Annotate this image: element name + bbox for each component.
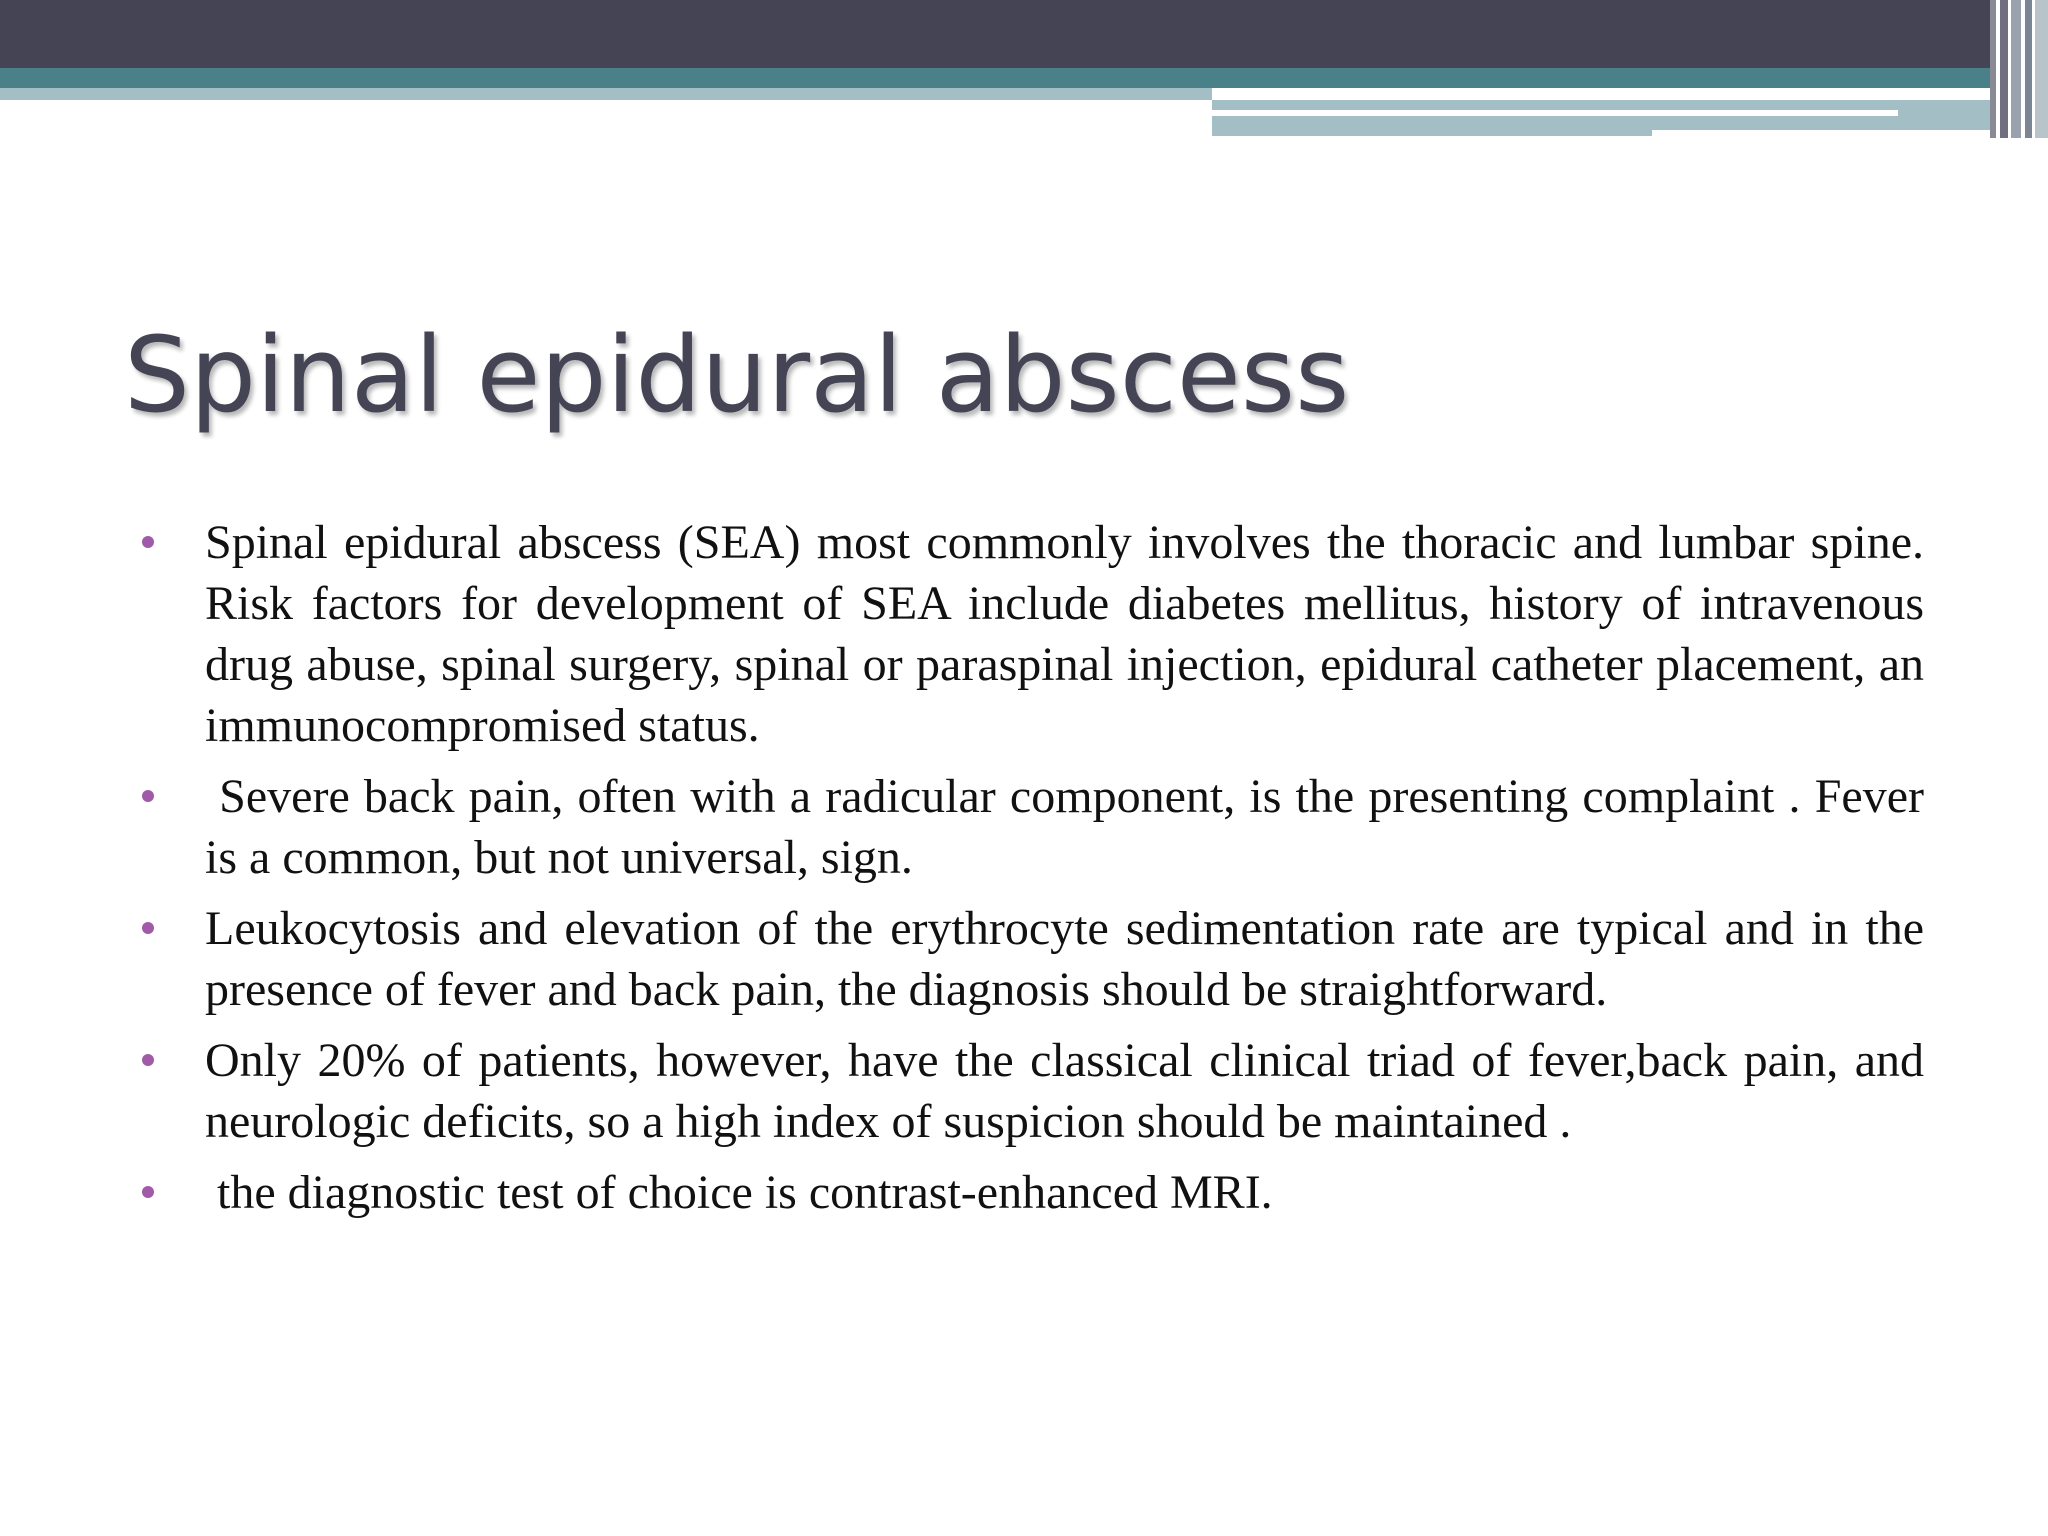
bullet-text: Leukocytosis and elevation of the erythrocyte sedimentation rate are typical and in the presence of fever and back pain, the diagnosis should be straightforward.: [205, 902, 1924, 1016]
header-band-light-left: [0, 88, 1212, 100]
bullet-dot-icon: [142, 790, 154, 802]
list-item: [142, 1162, 1924, 1223]
list-item: [142, 898, 1924, 1020]
bullet-dot-icon: [142, 1186, 154, 1198]
header-divider-step: [1652, 130, 2012, 138]
bullet-text: Only 20% of patients, however, have the classical clinical triad of fever,back pain, and neurologic deficits, so a high index of suspicion should be maintained .: [205, 1034, 1924, 1148]
header-divider-line: [1212, 110, 1898, 116]
bullet-dot-icon: [142, 1054, 154, 1066]
bullet-list: [142, 512, 1924, 1233]
header-edge-stripes: [1990, 0, 2048, 138]
slide-title: Spinal epidural abscess: [124, 314, 1350, 436]
bullet-dot-icon: [142, 536, 154, 548]
list-item: [142, 1030, 1924, 1152]
bullet-text: Spinal epidural abscess (SEA) most commonly involves the thoracic and lumbar spine. Risk factors for development of SEA include diabetes mellitus, history of intravenous drug abuse, spinal surgery, spinal or paraspinal injection, epidural catheter placement, an immunocompromised status.: [205, 516, 1924, 752]
bullet-text: Severe back pain, often with a radicular component, is the presenting complaint . Fever is a common, but not universal, sign.: [205, 770, 1924, 884]
header-band-teal: [0, 68, 2048, 88]
header-band-dark: [0, 0, 2048, 68]
list-item: [142, 512, 1924, 756]
bullet-text: the diagnostic test of choice is contrast-enhanced MRI.: [205, 1166, 1273, 1219]
bullet-dot-icon: [142, 922, 154, 934]
list-item: [142, 766, 1924, 888]
